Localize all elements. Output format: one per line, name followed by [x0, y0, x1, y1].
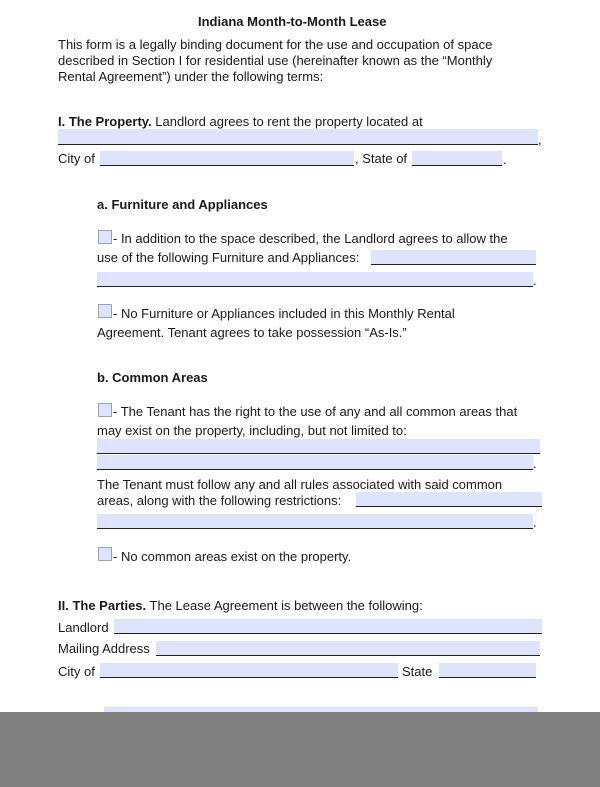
intro-line-2: described in Section I for residential use (hereinafter known as the “Monthly	[58, 53, 493, 68]
furniture-list-field-2[interactable]	[97, 272, 533, 287]
common-areas-heading: b. Common Areas	[97, 370, 208, 385]
comma: ,	[538, 132, 542, 147]
furniture-heading: a. Furniture and Appliances	[97, 197, 268, 212]
landlord-label: Landlord	[58, 620, 109, 635]
restrictions-field-2[interactable]	[97, 514, 533, 529]
furniture-included-checkbox[interactable]	[98, 230, 112, 244]
landlord-state-field[interactable]	[439, 663, 536, 678]
period: .	[533, 515, 537, 530]
period: .	[503, 152, 507, 167]
section-property-heading: I. The Property.	[58, 114, 152, 129]
intro-line-3: Rental Agreement”) under the following terms:	[58, 69, 324, 84]
section-property-body: Landlord agrees to rent the property located at	[151, 114, 423, 129]
gray-overlay-bar	[0, 712, 600, 787]
property-address-field[interactable]	[58, 129, 538, 145]
mailing-address-label: Mailing Address	[58, 641, 150, 656]
city-label: City of	[58, 151, 95, 166]
no-common-areas-text: - No common areas exist on the property.	[113, 549, 352, 564]
common-areas-field-1[interactable]	[97, 439, 540, 454]
section-parties-heading: II. The Parties.	[58, 598, 147, 613]
section-property-text	[58, 114, 423, 130]
no-common-areas-checkbox[interactable]	[98, 547, 112, 561]
property-city-field[interactable]	[100, 151, 354, 166]
intro-line-1: This form is a legally binding document for the use and occupation of space	[58, 37, 493, 52]
furniture-included-line-1: - In addition to the space described, the Landlord agrees to allow the	[113, 231, 508, 246]
landlord-state-label: State	[402, 664, 433, 679]
state-label: , State of	[355, 151, 408, 166]
landlord-city-label: City of	[58, 664, 95, 679]
property-state-field[interactable]	[412, 151, 502, 166]
restrictions-field-1[interactable]	[356, 492, 542, 507]
rules-line-2: areas, along with the following restrictions:	[97, 493, 342, 508]
landlord-field[interactable]	[114, 619, 542, 634]
mailing-address-field[interactable]	[156, 641, 540, 656]
rules-line-1: The Tenant must follow any and all rules associated with said common	[97, 477, 503, 492]
common-areas-checkbox[interactable]	[98, 403, 112, 417]
furniture-list-field-1[interactable]	[371, 250, 536, 265]
furniture-included-line-2: use of the following Furniture and Appliances:	[97, 250, 360, 265]
no-furniture-checkbox[interactable]	[98, 304, 112, 318]
period: .	[533, 456, 537, 471]
document-title: Indiana Month-to-Month Lease	[198, 14, 387, 29]
no-furniture-line-2: Agreement. Tenant agrees to take possession “As-Is.”	[97, 325, 407, 340]
no-furniture-line-1: - No Furniture or Appliances included in this Monthly Rental	[113, 306, 455, 321]
common-areas-line-2: may exist on the property, including, but not limited to:	[97, 423, 407, 438]
common-areas-field-2[interactable]	[97, 455, 533, 470]
section-parties-body: The Lease Agreement is between the following:	[146, 598, 423, 613]
section-parties-text	[58, 598, 423, 614]
period: .	[533, 273, 537, 288]
common-areas-line-1: - The Tenant has the right to the use of any and all common areas that	[113, 404, 518, 419]
landlord-city-field[interactable]	[100, 663, 398, 678]
